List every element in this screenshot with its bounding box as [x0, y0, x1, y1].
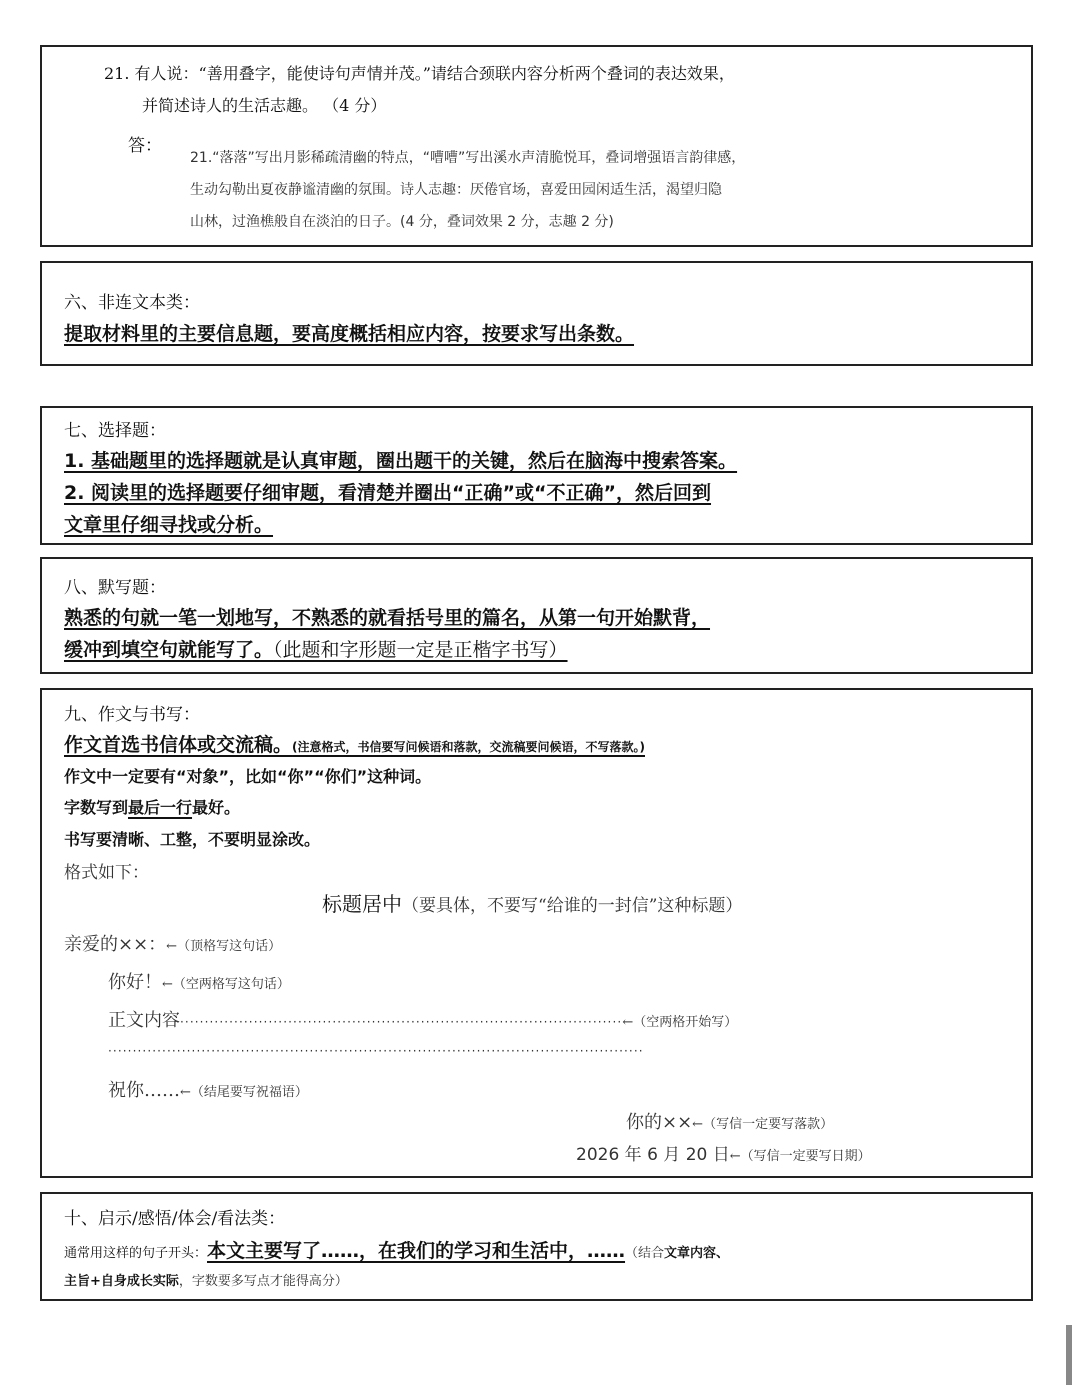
section-nine-line1 — [64, 730, 645, 757]
q21-answer-line1: 21.“落落”写出月影稀疏清幽的特点，“嘈嘈”写出溪水声清脆悦耳，叠词增强语言韵律感， — [190, 150, 746, 166]
letter-body — [108, 1006, 737, 1032]
section-ten-line1 — [64, 1236, 729, 1263]
q21-answer-label: 答： — [128, 136, 162, 156]
section-nine-line3 — [64, 795, 240, 818]
section-six-box — [40, 261, 1033, 366]
section-nine-line3-a: 字数写到 — [64, 798, 129, 817]
section-eight-heading: 八、默写题： — [64, 578, 166, 598]
section-seven-line2: 2. 阅读里的选择题要仔细审题，看清楚并圈出“正确”或“不正确”，然后回到 — [64, 482, 712, 504]
letter-date — [576, 1140, 871, 1165]
letter-wish-note: ←（结尾要写祝福语） — [180, 1085, 308, 1100]
letter-body-dots: ·························································································· — [180, 1015, 623, 1029]
section-seven-line3: 文章里仔细寻找或分析。 — [64, 514, 274, 536]
letter-title — [322, 888, 742, 917]
section-ten-line2-bold: 主旨+自身成长实际 — [64, 1274, 179, 1289]
letter-title-note: （要具体，不要写“给谁的一封信”这种标题） — [402, 896, 743, 916]
section-ten-line2-note: ，字数要多写点才能得高分） — [178, 1274, 348, 1289]
letter-hello-text: 你好！ — [108, 972, 162, 993]
section-seven-heading: 七、选择题： — [64, 421, 166, 441]
letter-greeting-text: 亲爱的××： — [64, 934, 167, 955]
letter-signature-text: 你的×× — [626, 1112, 693, 1133]
letter-title-main: 标题居中 — [322, 892, 402, 916]
section-ten-box — [40, 1192, 1033, 1301]
letter-date-text: 2026 年 6 月 20 日 — [576, 1145, 730, 1165]
section-ten-intro: 通常用这样的句子开头： — [64, 1246, 208, 1261]
section-eight-line2-bold: 缓冲到填空句就能写了。 — [64, 639, 274, 661]
letter-greeting-note: ←（顶格写这句话） — [166, 939, 282, 954]
section-seven-line1: 1. 基础题里的选择题就是认真审题，圈出题干的关键，然后在脑海中搜索答案。 — [64, 450, 738, 472]
section-six-line1: 提取材料里的主要信息题，要高度概括相应内容，按要求写出条数。 — [64, 323, 635, 345]
section-nine-line2: 作文中一定要有“对象”，比如“你”“你们”这种词。 — [64, 767, 432, 786]
letter-signature-note: ←（写信一定要写落款） — [692, 1117, 834, 1132]
section-nine-line3-c: 最好。 — [192, 798, 241, 817]
letter-dotted-line: ············································································································· — [108, 1044, 644, 1058]
letter-wish-text: 祝你…… — [108, 1080, 180, 1101]
q21-question-line2: 并简述诗人的生活志趣。 （4 分） — [142, 96, 387, 115]
section-nine-line1-note: (注意格式，书信要写问候语和落款，交流稿要问候语，不写落款。) — [292, 740, 645, 754]
q21-answer-line3: 山林，过渔樵般自在淡泊的日子。(4 分，叠词效果 2 分，志趣 2 分) — [190, 214, 614, 230]
q21-box — [40, 45, 1033, 247]
letter-date-note: ←（写信一定要写日期） — [729, 1149, 871, 1164]
letter-wish — [108, 1076, 308, 1102]
letter-body-label: 正文内容 — [108, 1010, 180, 1031]
letter-hello-note: ←（空两格写这句话） — [162, 977, 290, 992]
letter-greeting — [64, 930, 281, 956]
section-ten-heading: 十、启示/感悟/体会/看法类： — [64, 1209, 286, 1229]
q21-answer-line2: 生动勾勒出夏夜静谧清幽的氛围。诗人志趣：厌倦官场，喜爱田园闲适生活，渴望归隐 — [190, 182, 722, 198]
scrollbar[interactable] — [1066, 1325, 1072, 1385]
section-nine-line4: 书写要清晰、工整，不要明显涂改。 — [64, 830, 321, 849]
section-ten-template: 本文主要写了……，在我们的学习和生活中，…… — [207, 1240, 626, 1262]
letter-hello — [108, 968, 290, 994]
section-nine-heading: 九、作文与书写： — [64, 705, 200, 725]
format-label: 格式如下： — [64, 863, 149, 883]
section-eight-box — [40, 557, 1033, 674]
q21-question-line1: 21. 有人说：“善用叠字，能使诗句声情并茂。”请结合颈联内容分析两个叠词的表达效果， — [104, 64, 735, 83]
section-seven-box — [40, 406, 1033, 545]
section-nine-line3-b: 最后一行 — [128, 798, 193, 817]
section-eight-line2 — [64, 635, 568, 662]
section-ten-note-a: （结合 — [625, 1246, 665, 1261]
section-eight-line1: 熟悉的句就一笔一划地写，不熟悉的就看括号里的篇名，从第一句开始默背， — [64, 607, 711, 629]
section-ten-note-b: 文章内容、 — [664, 1246, 730, 1261]
section-six-heading: 六、非连文本类： — [64, 293, 200, 313]
letter-signature — [626, 1108, 833, 1134]
section-nine-box — [40, 688, 1033, 1178]
section-nine-line1-main: 作文首选书信体或交流稿。 — [64, 734, 293, 756]
section-eight-line2-note: （此题和字形题一定是正楷字书写） — [273, 639, 568, 661]
letter-body-note: ←（空两格开始写） — [622, 1015, 738, 1030]
section-ten-line2 — [64, 1270, 348, 1289]
